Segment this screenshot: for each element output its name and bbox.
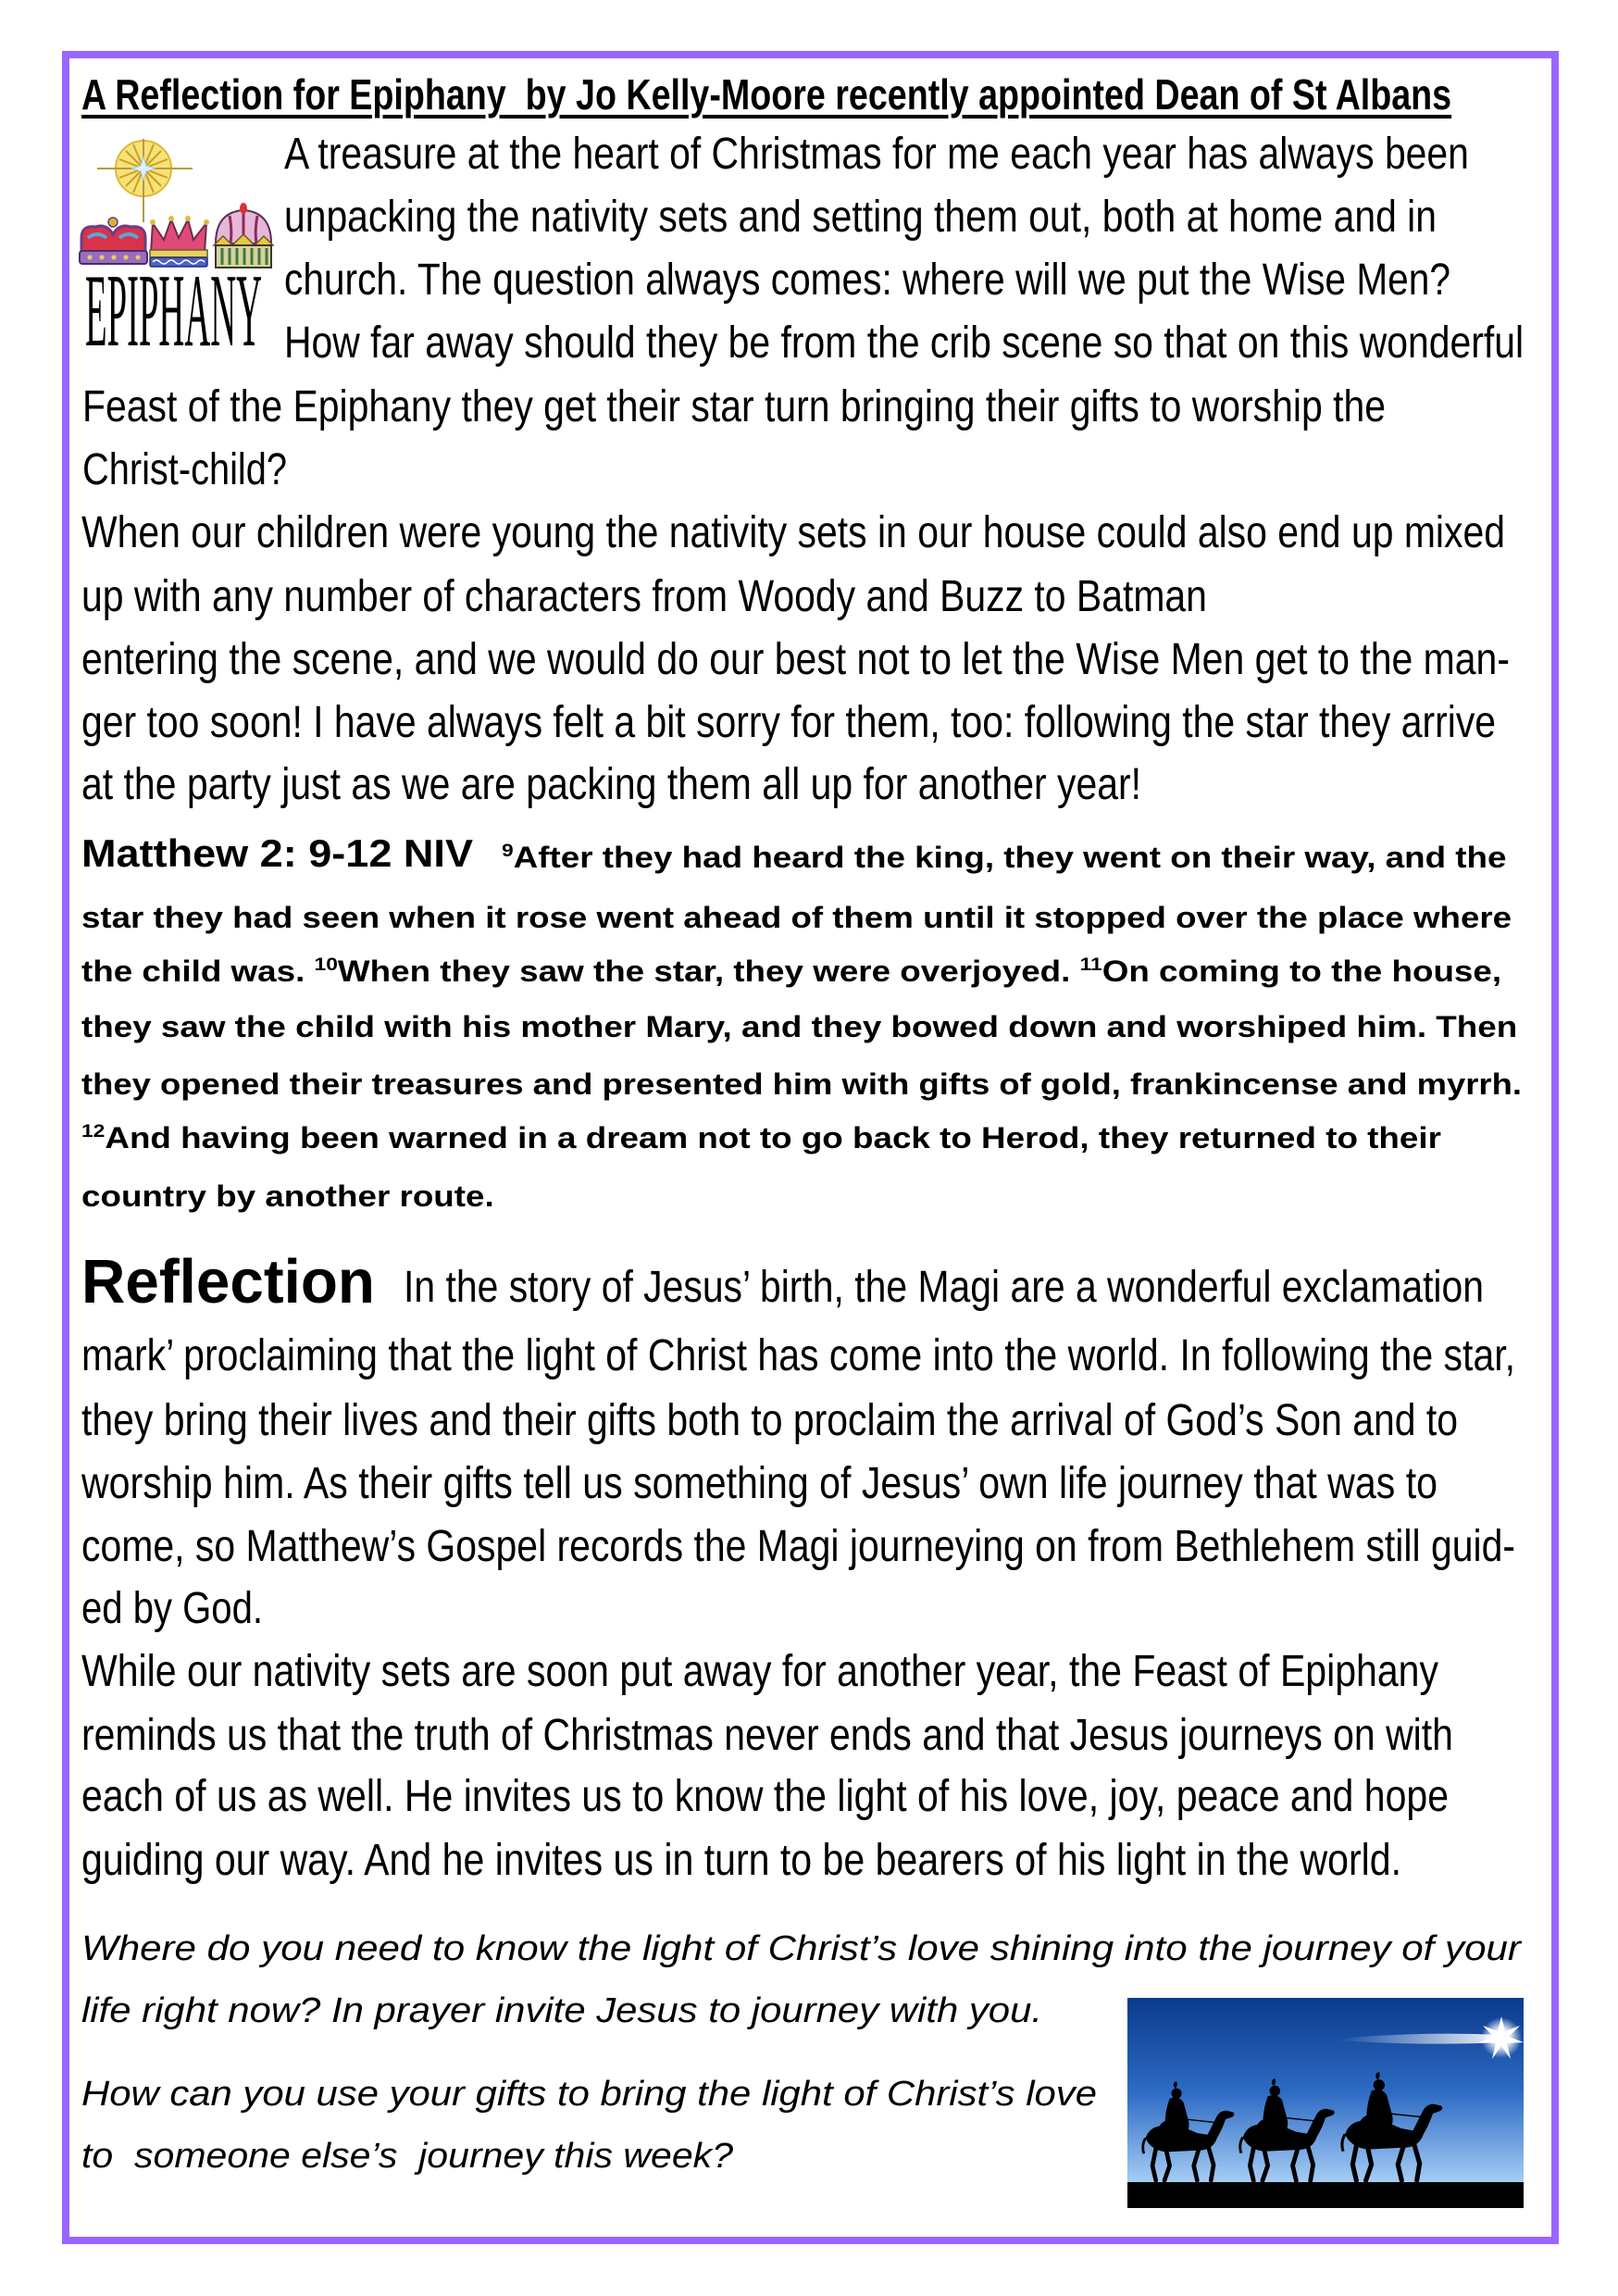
reflection-question-line: How can you use your gifts to bring the light of Christ’s love (81, 2074, 1097, 2114)
scripture-reference: Matthew 2: 9-12 NIV (81, 831, 473, 876)
scripture-verse-line (81, 900, 1512, 934)
epiphany-logo (79, 134, 273, 368)
reflection-text-line: guiding our way. And he invites us in turn to be bearers of his light in the world. (81, 1836, 1402, 1886)
verse-number: 10 (314, 955, 338, 976)
reflection-text-line: In the story of Jesus’ birth, the Magi are a wonderful exclamation (404, 1263, 1485, 1313)
verse-text: When they saw the star, they were overjoyed. (337, 954, 1080, 988)
intro-text-line: entering the scene, and we would do our best not to let the Wise Men get to the man- (81, 635, 1510, 685)
reflection-question-line: Where do you need to know the light of Christ’s love shining into the journey of your (81, 1928, 1521, 1968)
reflection-text-line: they bring their lives and their gifts both to proclaim the arrival of God’s Son and to (81, 1396, 1458, 1446)
intro-text-line: When our children were young the nativity sets in our house could also end up mixed (81, 508, 1506, 558)
intro-text-line: Christ-child? (82, 445, 288, 495)
verse-text: star they had seen when it rose went ahead of them until it stopped over the place where (81, 900, 1512, 934)
logo-text: EPIPHANY (85, 254, 262, 368)
reflection-text-line: mark’ proclaiming that the light of Christ has come into the world. In following the star, (81, 1331, 1516, 1381)
intro-text-line: A treasure at the heart of Christmas for me each year has always been (284, 130, 1469, 180)
intro-text-line: Feast of the Epiphany they get their star turn bringing their gifts to worship the (82, 382, 1386, 432)
reflection-question-line: life right now? In prayer invite Jesus to journey with you. (81, 1990, 1043, 2030)
reflection-text-line: ed by God. (81, 1584, 264, 1634)
intro-text-line: up with any number of characters from Woody and Buzz to Batman (81, 572, 1207, 622)
reflection-text-line: worship him. As their gifts tell us something of Jesus’ own life journey that was to (81, 1459, 1438, 1509)
scripture-verse-line (81, 956, 1501, 986)
page-title: A Reflection for Epiphany by Jo Kelly-Moore recently appointed Dean of St Albans (81, 70, 1452, 119)
verse-number: 9 (502, 841, 514, 862)
scripture-verse-line (81, 1009, 1518, 1043)
verse-text: the child was. (81, 954, 315, 988)
verse-text: country by another route. (81, 1179, 494, 1213)
intro-text-line: church. The question always comes: where will we put the Wise Men? (284, 256, 1451, 306)
verse-number: 11 (1079, 955, 1102, 976)
scripture-verse-line (81, 1181, 494, 1211)
reflection-heading: Reflection (81, 1247, 375, 1317)
verse-text: On coming to the house, (1101, 954, 1502, 988)
scripture-verse-line (81, 1120, 1441, 1154)
intro-text-line: at the party just as we are packing them all up for another year! (81, 760, 1142, 810)
intro-text-line: ger too soon! I have always felt a bit sorry for them, too: following the star they arrive (81, 698, 1497, 748)
verse-number: 12 (81, 1121, 106, 1142)
reflection-text-line: come, so Matthew’s Gospel records the Magi journeying on from Bethlehem still guid- (81, 1522, 1516, 1572)
scripture-verse-line (81, 1069, 1522, 1099)
magi-camels-illustration (1127, 1998, 1524, 2208)
verse-text: After they had heard the king, they went on their way, and the (513, 840, 1507, 874)
desert-ground (1127, 2182, 1524, 2208)
intro-text-line: unpacking the nativity sets and setting them out, both at home and in (284, 193, 1437, 243)
scripture-verse-line (502, 842, 1506, 872)
verse-text: they opened their treasures and presented him with gifts of gold, frankincense and myrrh. (81, 1067, 1522, 1101)
reflection-text-line: reminds us that the truth of Christmas never ends and that Jesus journeys on with (81, 1711, 1453, 1761)
intro-text-line: How far away should they be from the crib scene so that on this wonderful (284, 318, 1525, 368)
reflection-text-line: While our nativity sets are soon put away for another year, the Feast of Epiphany (81, 1647, 1438, 1697)
night-sky (1127, 1998, 1524, 2208)
reflection-question-line: to someone else’s journey this week? (81, 2136, 734, 2176)
reflection-text-line: each of us as well. He invites us to know the light of his love, joy, peace and hope (81, 1772, 1450, 1822)
verse-text: they saw the child with his mother Mary, and they bowed down and worshiped him. Then (81, 1009, 1518, 1043)
verse-text: And having been warned in a dream not to go back to Herod, they returned to their (105, 1120, 1441, 1154)
